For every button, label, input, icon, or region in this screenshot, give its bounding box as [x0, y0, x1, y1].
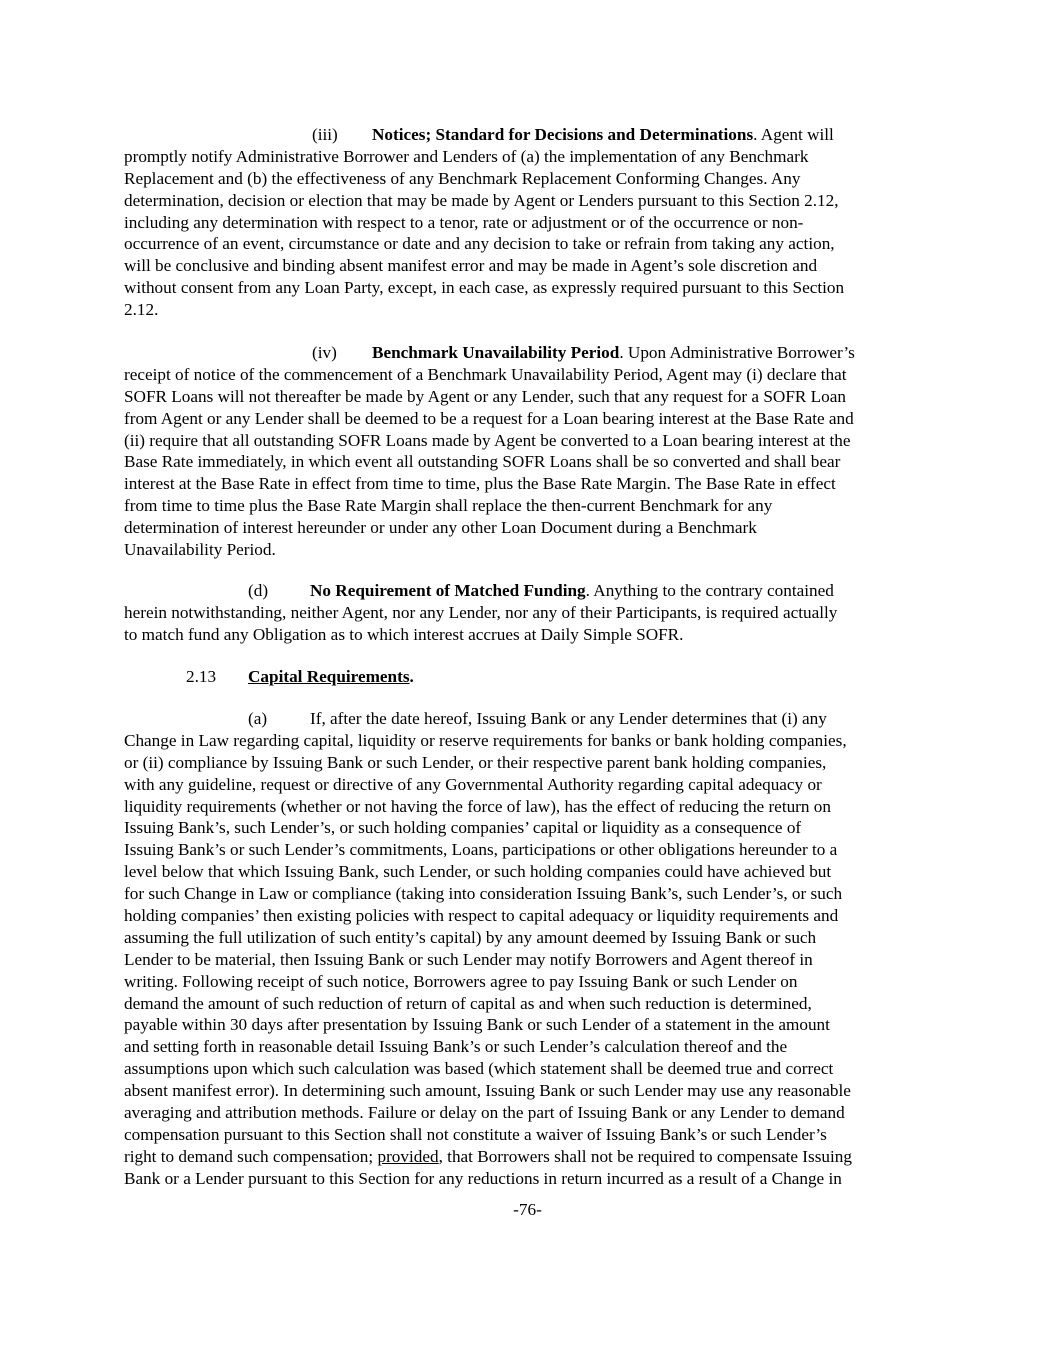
paragraph-line: absent manifest error). In determining such amount, Issuing Bank or such Lender may use any reasonable [124, 1081, 851, 1101]
paragraph-line: occurrence of an event, circumstance or date and any decision to take or refrain from taking any action, [124, 234, 835, 254]
paragraph-line: Base Rate immediately, in which event all outstanding SOFR Loans shall be so converted and shall bear [124, 452, 841, 472]
paragraph-line: Change in Law regarding capital, liquidity or reserve requirements for banks or bank holding companies, [124, 730, 847, 750]
paragraph-a [124, 708, 944, 1190]
paragraph-line: payable within 30 days after presentation by Issuing Bank or such Lender of a statement in the amount [124, 1015, 830, 1035]
paragraph-iii [124, 124, 944, 321]
paragraph-heading: Notices; Standard for Decisions and Determinations [372, 125, 754, 144]
paragraph-line: and setting forth in reasonable detail Issuing Bank’s or such Lender’s calculation thereof and the [124, 1037, 788, 1057]
paragraph-line: Bank or a Lender pursuant to this Section for any reductions in return incurred as a result of a Change in [124, 1168, 842, 1188]
paragraph-line: right to demand such compensation; provided, that Borrowers shall not be required to compensate Issuing [124, 1146, 852, 1166]
paragraph-line: (ii) require that all outstanding SOFR Loans made by Agent be converted to a Loan bearing interest at the [124, 430, 851, 450]
page-number: -76- [513, 1200, 542, 1219]
paragraph-d [124, 580, 944, 646]
paragraph-number: (d) [248, 581, 269, 600]
section-number: 2.13 [186, 667, 217, 686]
paragraph-line: herein notwithstanding, neither Agent, nor any Lender, nor any of their Participants, is required actually [124, 602, 838, 622]
paragraph-number: (iv) [312, 343, 337, 362]
section-title-period: . [409, 667, 414, 686]
section-heading [124, 666, 944, 688]
paragraph-line: from time to time plus the Base Rate Margin shall replace the then-current Benchmark for any [124, 496, 773, 516]
paragraph-iv [124, 342, 944, 561]
section-title: Capital Requirements [248, 667, 410, 686]
paragraph-line: receipt of notice of the commencement of a Benchmark Unavailability Period, Agent may (i) declare that [124, 364, 847, 384]
paragraph-line: promptly notify Administrative Borrower and Lenders of (a) the implementation of any Benchmark [124, 146, 809, 166]
paragraph-number: (iii) [312, 125, 338, 144]
paragraph-line: Replacement and (b) the effectiveness of any Benchmark Replacement Conforming Changes. Any [124, 168, 801, 188]
paragraph-text: . Agent will [753, 125, 834, 144]
paragraph-line: for such Change in Law or compliance (taking into consideration Issuing Bank’s, such Lender’s, or such [124, 884, 843, 904]
paragraph-line: holding companies’ then existing policies with respect to capital adequacy or liquidity requirements and [124, 906, 839, 926]
paragraph-heading: Benchmark Unavailability Period [372, 343, 620, 362]
paragraph-line: without consent from any Loan Party, except, in each case, as expressly required pursuant to this Section [124, 278, 845, 298]
paragraph-line: including any determination with respect to a tenor, rate or adjustment or of the occurrence or non- [124, 212, 804, 232]
paragraph-line: assumptions upon which such calculation was based (which statement shall be deemed true and correct [124, 1059, 834, 1079]
paragraph-line: averaging and attribution methods. Failure or delay on the part of Issuing Bank or any Lender to demand [124, 1103, 845, 1123]
paragraph-text: . Upon Administrative Borrower’s [619, 343, 855, 362]
provided-term: provided [377, 1146, 439, 1166]
paragraph-line: assuming the full utilization of such entity’s capital) by any amount deemed by Issuing Bank or such [124, 927, 817, 947]
paragraph-line: determination, decision or election that may be made by Agent or Lenders pursuant to this Section 2.12, [124, 190, 839, 210]
paragraph-line: interest at the Base Rate in effect from time to time, plus the Base Rate Margin. The Base Rate in effect [124, 474, 836, 494]
paragraph-line: to match fund any Obligation as to which interest accrues at Daily Simple SOFR. [124, 624, 684, 644]
paragraph-heading: No Requirement of Matched Funding [310, 581, 586, 600]
paragraph-line: will be conclusive and binding absent manifest error and may be made in Agent’s sole discretion and [124, 256, 818, 276]
paragraph-line: writing. Following receipt of such notice, Borrowers agree to pay Issuing Bank or such Lender on [124, 971, 798, 991]
paragraph-line: with any guideline, request or directive of any Governmental Authority regarding capital adequacy or [124, 774, 822, 794]
paragraph-line: Lender to be material, then Issuing Bank or such Lender may notify Borrowers and Agent thereof in [124, 949, 813, 969]
paragraph-text: If, after the date hereof, Issuing Bank or any Lender determines that (i) any [310, 709, 827, 728]
paragraph-line: determination of interest hereunder or under any other Loan Document during a Benchmark [124, 518, 757, 538]
paragraph-line: Unavailability Period. [124, 540, 276, 560]
paragraph-line: liquidity requirements (whether or not having the force of law), has the effect of reducing the return on [124, 796, 831, 816]
paragraph-line: compensation pursuant to this Section shall not constitute a waiver of Issuing Bank’s or such Lender’s [124, 1124, 827, 1144]
paragraph-line: from Agent or any Lender shall be deemed to be a request for a Loan bearing interest at the Base Rate and [124, 408, 854, 428]
paragraph-line: Issuing Bank’s, such Lender’s, or such holding companies’ capital or liquidity as a consequence of [124, 818, 802, 838]
paragraph-line: Issuing Bank’s or such Lender’s commitments, Loans, participations or other obligations hereunder to a [124, 840, 838, 860]
paragraph-text: . Anything to the contrary contained [585, 581, 834, 600]
paragraph-number: (a) [248, 709, 268, 728]
paragraph-line: or (ii) compliance by Issuing Bank or such Lender, or their respective parent bank holding companies, [124, 752, 827, 772]
paragraph-line: demand the amount of such reduction of return of capital as and when such reduction is determined, [124, 993, 812, 1013]
paragraph-line: level below that which Issuing Bank, such Lender, or such holding companies could have achieved but [124, 862, 832, 882]
paragraph-line: SOFR Loans will not thereafter be made by Agent or any Lender, such that any request for a SOFR Loan [124, 386, 846, 406]
paragraph-line: 2.12. [124, 300, 159, 320]
